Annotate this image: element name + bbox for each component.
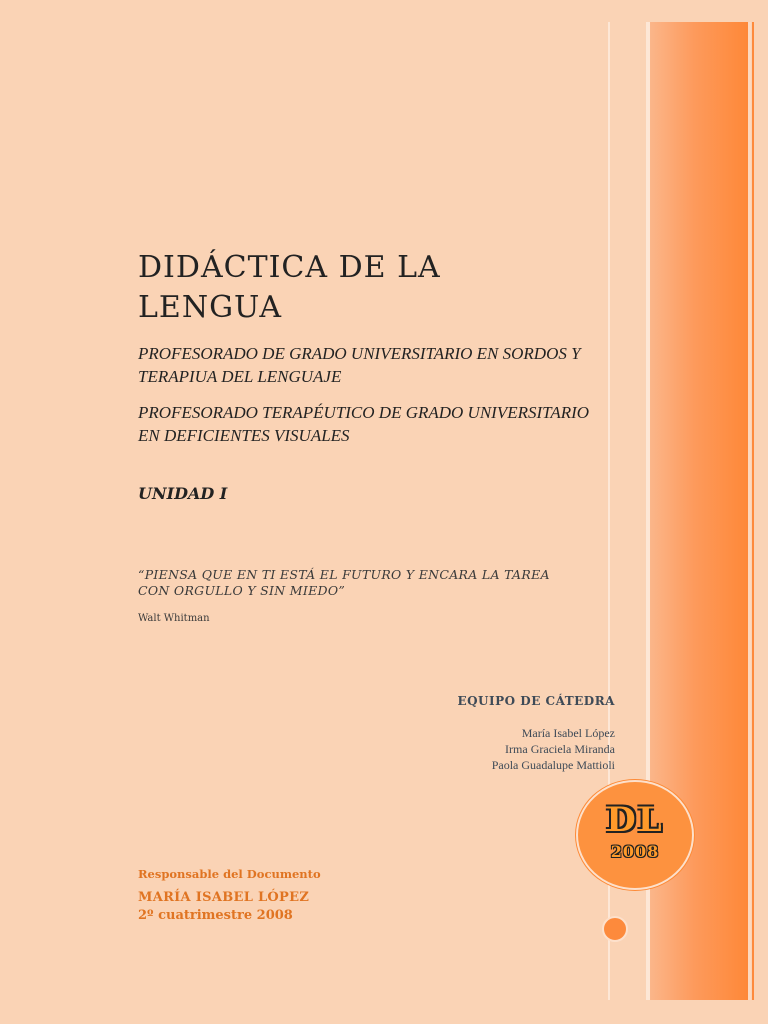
unit-label: UNIDAD I — [138, 484, 228, 503]
decorative-line — [752, 22, 754, 1000]
decorative-dot — [602, 916, 628, 942]
logo-initials: DL — [606, 800, 664, 840]
team-member: María Isabel López — [521, 726, 615, 740]
program-name: PROFESORADO DE GRADO UNIVERSITARIO EN SORDOS Y TERAPIUA DEL LENGUAJE — [138, 344, 581, 386]
semester-label: 2º cuatrimestre 2008 — [138, 908, 293, 923]
program-name: PROFESORADO TERAPÉUTICO DE GRADO UNIVERSITARIO EN DEFICIENTES VISUALES — [138, 403, 590, 445]
quote-text: “PIENSA QUE EN TI ESTÁ EL FUTURO Y ENCARA LA TAREA CON ORGULLO Y SIN MIEDO” — [138, 567, 550, 598]
team-title: EQUIPO DE CÁTEDRA — [457, 694, 615, 708]
decorative-line — [748, 22, 751, 1000]
team-member: Irma Graciela Miranda — [505, 742, 615, 756]
quote-author: Walt Whitman — [138, 613, 210, 624]
team-members — [400, 725, 615, 773]
document-title: DIDÁCTICA DE LA LENGUA — [138, 250, 441, 325]
responsible-label: Responsable del Documento — [138, 867, 321, 881]
responsible-name: MARÍA ISABEL LÓPEZ — [138, 890, 310, 905]
team-member: Paola Guadalupe Mattioli — [491, 758, 615, 772]
logo-year: 2008 — [610, 842, 660, 861]
dl-logo-badge — [576, 780, 694, 890]
